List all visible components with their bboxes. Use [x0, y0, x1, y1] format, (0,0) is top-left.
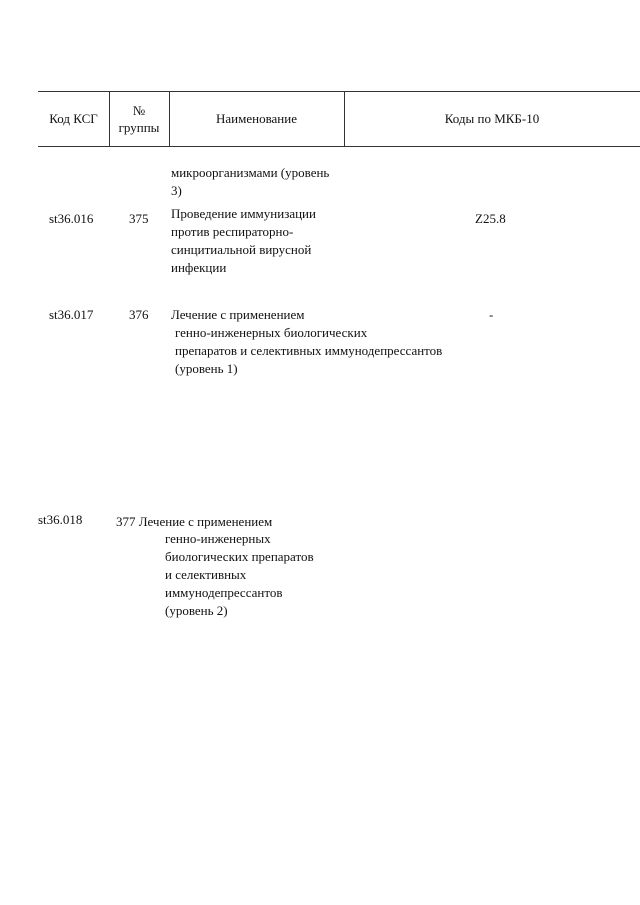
row-group: 376 — [129, 307, 149, 322]
row-name — [165, 530, 314, 620]
name-line: Лечение с применением — [171, 307, 305, 322]
name-line: биологических препаратов — [165, 549, 314, 564]
name-line: микроорганизмами (уровень — [171, 165, 330, 180]
header-code-label: Код КСГ — [49, 111, 98, 126]
name-line: (уровень 2) — [165, 603, 228, 618]
row-code: st36.018 — [38, 512, 83, 527]
row-mkb: - — [489, 307, 494, 322]
header-mkb-label: Коды по МКБ-10 — [444, 111, 540, 126]
header-name-label: Наименование — [216, 111, 297, 126]
row-code: st36.017 — [49, 307, 94, 322]
continuation-name — [171, 164, 329, 200]
row-name — [171, 205, 316, 277]
header-code — [38, 91, 109, 146]
row-mkb: Z25.8 — [475, 211, 506, 226]
name-line: (уровень 1) — [175, 361, 238, 376]
name-line: Проведение иммунизации — [171, 206, 316, 221]
header-mkb — [344, 91, 640, 146]
name-line: генно-инженерных — [165, 531, 271, 546]
name-line: иммунодепрессантов — [165, 585, 283, 600]
name-line: 3) — [171, 183, 182, 198]
name-line: синцитиальной вирусной — [171, 242, 312, 257]
name-line: препаратов и селективных иммунодепрессантов — [175, 343, 443, 358]
header-group-number-sign: № — [132, 102, 146, 118]
name-line: инфекции — [171, 260, 227, 275]
row-code: st36.016 — [49, 211, 94, 226]
name-line: генно-инженерных биологических — [175, 325, 368, 340]
header-name — [169, 91, 344, 146]
row-group-and-name: 377 Лечение с применением — [116, 514, 273, 529]
row-group: 375 — [129, 211, 149, 226]
name-line: против респираторно- — [171, 224, 294, 239]
name-line: и селективных — [165, 567, 247, 582]
header-group-label: группы — [118, 119, 160, 135]
table-header-bottom-border — [38, 146, 640, 147]
row-name — [171, 306, 442, 378]
header-group — [109, 91, 169, 146]
